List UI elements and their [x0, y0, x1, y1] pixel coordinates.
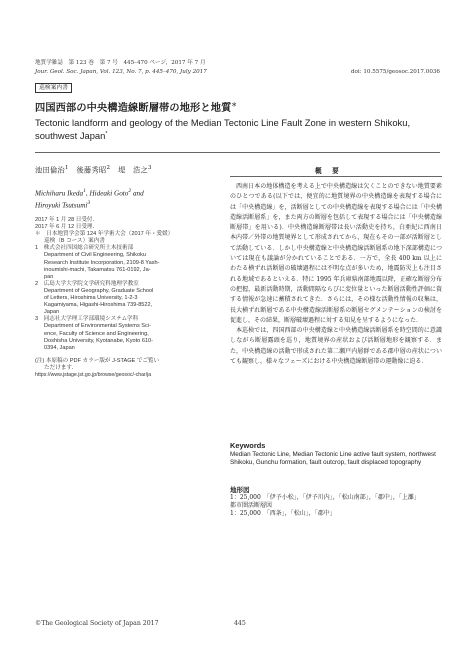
online-color-note	[35, 358, 200, 372]
author-jp-3-mark: 3	[148, 165, 152, 171]
affiliation-3-line: Department of Environmental Systems Sci-	[44, 323, 151, 330]
author-jp-1: 池田倫治	[35, 165, 65, 175]
author-en-3: Hiroyuki Tsutsumi	[35, 201, 88, 210]
affiliation-1-line: inoumishi-machi, Takamatsu 761-0192, Ja-	[44, 266, 151, 273]
star-note-cont: 巡検（B コース）案内書	[44, 238, 105, 245]
submission-notes	[35, 217, 200, 379]
journal-citation-jp: 地質学雑誌 第 123 巻 第 7 号 445–470 ページ，2017 年 7 月	[35, 60, 206, 66]
affiliation-2-line: Kagamiyama, Higashi-Hiroshima 739-8522,	[44, 302, 153, 309]
received-date: 2017 年 1 月 28 日受付．	[35, 217, 99, 223]
page-number: 445	[234, 620, 246, 627]
online-note-line: (注) 本原稿の PDF カラー版が J-STAGE でご覧い	[35, 357, 160, 364]
copyright: ©The Geological Society of Japan 2017	[35, 620, 159, 627]
abstract-rule	[230, 176, 442, 177]
author-jp-3: 堤 浩之	[118, 165, 149, 175]
affiliation-1-line: pan	[44, 273, 54, 280]
authors-en	[35, 186, 185, 211]
keywords-body: Median Tectonic Line, Median Tectonic Line active fault system, northwest Shikoku, Gunchu formation, fault outcrop, fault displaced topography	[230, 451, 436, 466]
maps-line-3: 1：25,000 「西条」，「松山」，「郡中」	[230, 510, 336, 517]
title-jp-mark: ＊	[231, 102, 238, 109]
accepted-date: 2017 年 6 月 12 日受理．	[35, 224, 99, 231]
online-note-line: ただけます．	[44, 364, 78, 371]
affiliation-2-line: Japan	[44, 309, 60, 316]
title-en-mark: *	[105, 130, 108, 137]
affiliation-1-jp: 1 株式会社四国総合研究所土木技術部	[35, 245, 134, 252]
affiliation-3-line: ence, Faculty of Science and Engineering,	[44, 330, 149, 337]
keywords-heading: Keywords	[230, 441, 266, 450]
title-jp-text: 四国西部の中央構造線断層帯の地形と地質	[35, 102, 232, 114]
author-en-1-sep: ,	[85, 189, 90, 198]
abstract-heading: 概 要	[315, 167, 341, 175]
author-en-1: Michiharu Ikeda	[35, 189, 84, 198]
affiliation-1-line: Research Institute Incorporation, 2109-8 Yash-	[44, 259, 160, 266]
maps-line-2: 都市圏活断層図	[230, 502, 273, 509]
author-en-2-mark: 2	[128, 188, 132, 194]
authors-jp	[35, 165, 152, 175]
jstage-url-link[interactable]: https://www.jstage.jst.go.jp/browse/geosoc/-char/ja	[35, 371, 152, 378]
affiliation-3-jp: 3 同志社大学理工学部環境システム学科	[35, 316, 139, 323]
affiliation-3-line: Doshisha University, Kyotanabe, Kyoto 610-	[44, 337, 154, 344]
author-jp-2: 後藤秀昭	[76, 165, 107, 175]
maps-heading: 地形図	[230, 486, 250, 494]
author-en-1-mark: 1	[83, 188, 86, 194]
affiliation-3-en	[35, 323, 200, 351]
affiliation-3-line: 0394, Japan	[44, 344, 75, 351]
affiliation-1-en	[35, 252, 200, 280]
article-category-badge: 巡検案内書	[35, 83, 72, 93]
author-jp-1-mark: 1	[64, 165, 69, 171]
title-en	[35, 117, 445, 141]
author-en-2: Hideaki Goto	[89, 189, 129, 198]
abstract-paragraph: 本巡検では，四国西部の中央構造線と中央構造線活断層系を時空間的に意識しながら断層露頭を巡り，地質境界の産状および活断層地形を観察する．また，中央構造線の活動で形成された第二瀬戸内層群である郡中層の産状についても観察し，様々なフェーズにおける中央構造線断層帯の運動像に迫る．	[230, 327, 442, 366]
affiliation-2-line: Department of Geography, Graduate School	[44, 287, 154, 294]
affiliation-2-line: of Letters, Hiroshima University, 1-2-3	[44, 295, 138, 302]
affiliation-2-jp: 2 広島大学大学院文学研究科地理学教室	[35, 280, 139, 287]
journal-citation-en: Jour. Geol. Soc. Japan, Vol. 123, No. 7, p. 445–470, July 2017	[35, 69, 207, 75]
star-note: ＊ 日本地質学会第 124 年学術大会（2017 年・愛媛）	[35, 231, 174, 238]
title-en-text: Tectonic landform and geology of the Median Tectonic Line Fault Zone in western Shikoku, southwest Japan	[35, 117, 411, 141]
author-en-3-mark: 3	[87, 200, 91, 207]
abstract-paragraph: 西南日本の地体構造を考える上で中央構造線は欠くことのできない地質要素のひとつである(以下では，便宜的に地質境界の中央構造線を表現する場合には「中央構造線」を，活断層としての中央構造線を表現する場合には「中央構造線活断層系」を，また両方の断層を包括して表現する場合には「中央構造線断層帯」を用いる)．中央構造線断層帯は長い活動史を持ち，白亜紀に西南日本内帯／外帯の地質境界として形成されてから，現在もその一部が活断層として活動している．しかし中央構造線と中央構造線活断層系の地下深部構造については現在も議論が分かれていることである．一方で，全長 400 km 以上にわたる横ずれ活断層の破壊過程には不明な点が多いため，地震防災上も注目される地域であるといえる．特に 1995 年兵庫県南部地震以降，正確な断層分布の把握，最新活動時期，活動間隔ならびに変位量といった断層活動性評価に資する情報が急速に蓄積されてきた．さらには，その様な活動性情報の収集は，長大横ずれ断層である中央構造線活断層系の断層セグメンテーションの検討を促進し，その結果，断層破壊過程に対する知見を呈するようになった．	[230, 183, 442, 324]
maps-line-1: 1：25,000 「伊予小松」，「伊予川内」，「松山南部」，「郡中」，「上灘」	[230, 494, 420, 501]
affiliation-2-en	[35, 288, 200, 316]
title-jp	[35, 99, 237, 114]
title-rule	[35, 152, 440, 153]
doi[interactable]: doi: 10.5575/geosoc.2017.0036	[350, 69, 440, 75]
author-en-2-sep: and	[131, 189, 144, 198]
author-jp-2-mark: 2	[106, 165, 111, 171]
affiliation-1-line: Department of Civil Engineering, Shikoku	[44, 252, 146, 259]
abstract-body	[230, 182, 442, 367]
